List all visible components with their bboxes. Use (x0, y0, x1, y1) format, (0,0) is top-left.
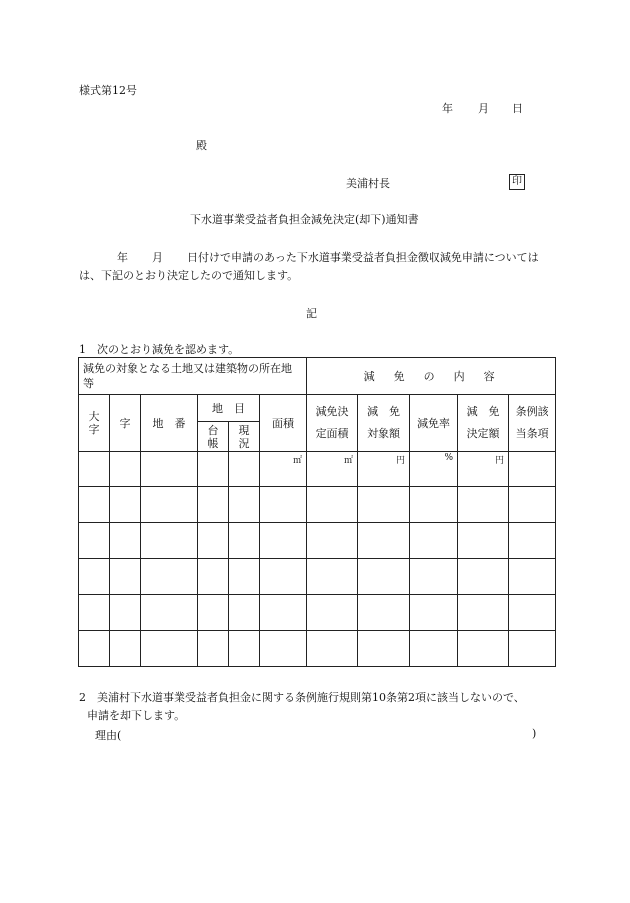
table-cell (229, 452, 260, 487)
table-cell (509, 452, 556, 487)
col-daicho: 台帳 (198, 422, 229, 452)
date-year: 年 (442, 102, 453, 115)
item-2-line1: 2 美浦村下水道事業受益者負担金に関する条例施行規則第10条第2項に該当しないので、 (79, 691, 525, 704)
body-month: 月 (152, 251, 163, 264)
body-year: 年 (117, 251, 128, 264)
table-row (79, 631, 556, 667)
col-chimoku: 地 目 (198, 395, 260, 422)
date-month: 月 (478, 102, 489, 115)
col-menseki: 面積 (260, 395, 307, 452)
date-day: 日 (512, 102, 523, 115)
unit-area: ㎡ (260, 452, 307, 487)
body-line1: 日付けで申請のあった下水道事業受益者負担金徴収減免申請については (187, 251, 539, 264)
col-decided-amount: 減 免 決定額 (458, 395, 509, 452)
table-row (79, 523, 556, 559)
header-reduction-content: 減 免 の 内 容 (307, 358, 556, 395)
col-reduction-rate: 減免率 (410, 395, 458, 452)
col-aza: 字 (110, 395, 141, 452)
col-oaza: 大字 (79, 395, 110, 452)
addressee-suffix: 殿 (196, 139, 207, 152)
item-2-line2: 申請を却下します。 (87, 709, 186, 722)
table-cell (198, 452, 229, 487)
reduction-table (78, 357, 556, 667)
seal-mark: 印 (509, 174, 525, 190)
table-cell (79, 452, 110, 487)
col-ordinance-clause: 条例該 当条項 (509, 395, 556, 452)
reason-label: 理由( (95, 729, 122, 742)
col-decided-area: 減免決 定面積 (307, 395, 358, 452)
item-1: 1 次のとおり減免を認めます。 (79, 343, 240, 356)
unit-decided-amount: 円 (458, 452, 509, 487)
col-genkyo: 現況 (229, 422, 260, 452)
col-target-amount: 減 免 対象額 (358, 395, 410, 452)
table-row (79, 595, 556, 631)
col-chiban: 地 番 (141, 395, 198, 452)
document-title: 下水道事業受益者負担金減免決定(却下)通知書 (190, 213, 419, 226)
ki-heading: 記 (306, 307, 317, 320)
body-line2: は、下記のとおり決定したので通知します。 (79, 269, 299, 282)
form-number: 様式第12号 (79, 84, 137, 97)
header-land-location: 減免の対象となる土地又は建築物の所在地等 (79, 358, 307, 395)
reason-close: ) (532, 727, 537, 740)
table-row (79, 487, 556, 523)
unit-target-amount: 円 (358, 452, 410, 487)
table-cell (141, 452, 198, 487)
issuer-name: 美浦村長 (346, 177, 390, 190)
unit-rate: % (410, 452, 458, 487)
unit-decided-area: ㎡ (307, 452, 358, 487)
table-cell (110, 452, 141, 487)
table-row (79, 559, 556, 595)
table-row (79, 452, 556, 487)
